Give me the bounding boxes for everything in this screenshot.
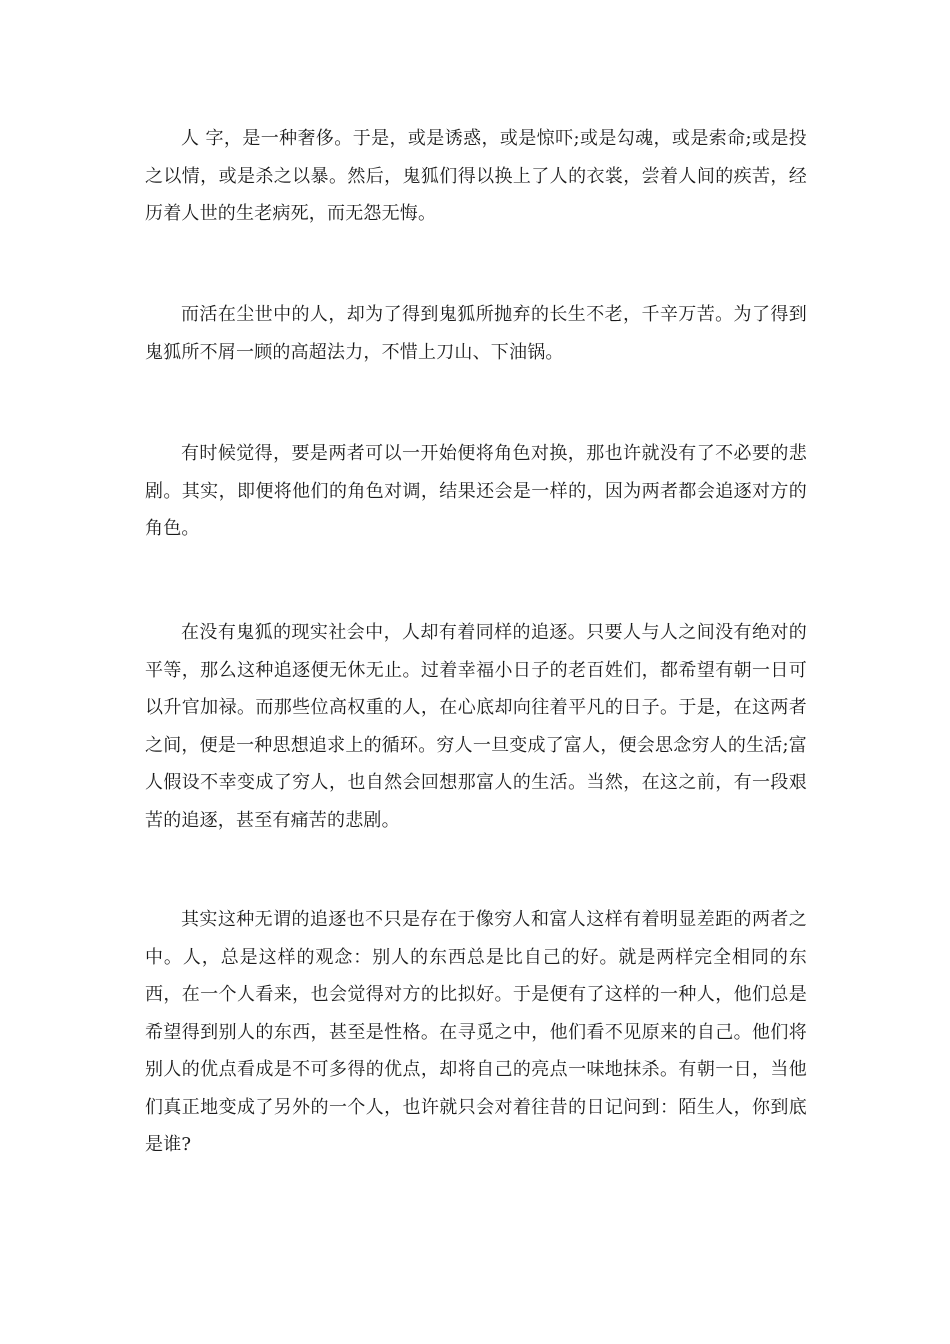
paragraph-1: 人 字，是一种奢侈。于是，或是诱惑，或是惊吓;或是勾魂，或是索命;或是投之以情，或是杀之以暴。然后，鬼狐们得以换上了人的衣裳，尝着人间的疾苦，经历着人世的生老病死，而无怨无悔。 [145, 128, 807, 224]
paragraph-2: 而活在尘世中的人，却为了得到鬼狐所抛弃的长生不老，千辛万苦。为了得到鬼狐所不屑一顾的高超法力，不惜上刀山、下油锅。 [145, 304, 807, 363]
paragraph-4: 在没有鬼狐的现实社会中，人却有着同样的追逐。只要人与人之间没有绝对的平等，那么这种追逐便无休无止。过着幸福小日子的老百姓们，都希望有朝一日可以升官加禄。而那些位高权重的人，在心底却向往着平凡的日子。于是，在这两者之间，便是一种思想追求上的循环。穷人一旦变成了富人，便会思念穷人的生活;富人假设不幸变成了穷人，也自然会回想那富人的生活。当然，在这之前，有一段艰苦的追逐，甚至有痛苦的悲剧。 [145, 622, 807, 831]
paragraph-5: 其实这种无谓的追逐也不只是存在于像穷人和富人这样有着明显差距的两者之中。人，总是这样的观念：别人的东西总是比自己的好。就是两样完全相同的东西，在一个人看来，也会觉得对方的比拟好。于是便有了这样的一种人，他们总是希望得到别人的东西，甚至是性格。在寻觅之中，他们看不见原来的自己。他们将别人的优点看成是不可多得的优点，却将自己的亮点一味地抹杀。有朝一日，当他们真正地变成了另外的一个人，也许就只会对着往昔的日记问到：陌生人，你到底是谁? [145, 909, 807, 1155]
paragraph-3: 有时候觉得，要是两者可以一开始便将角色对换，那也许就没有了不必要的悲剧。其实，即便将他们的角色对调，结果还会是一样的，因为两者都会追逐对方的角色。 [145, 443, 807, 539]
